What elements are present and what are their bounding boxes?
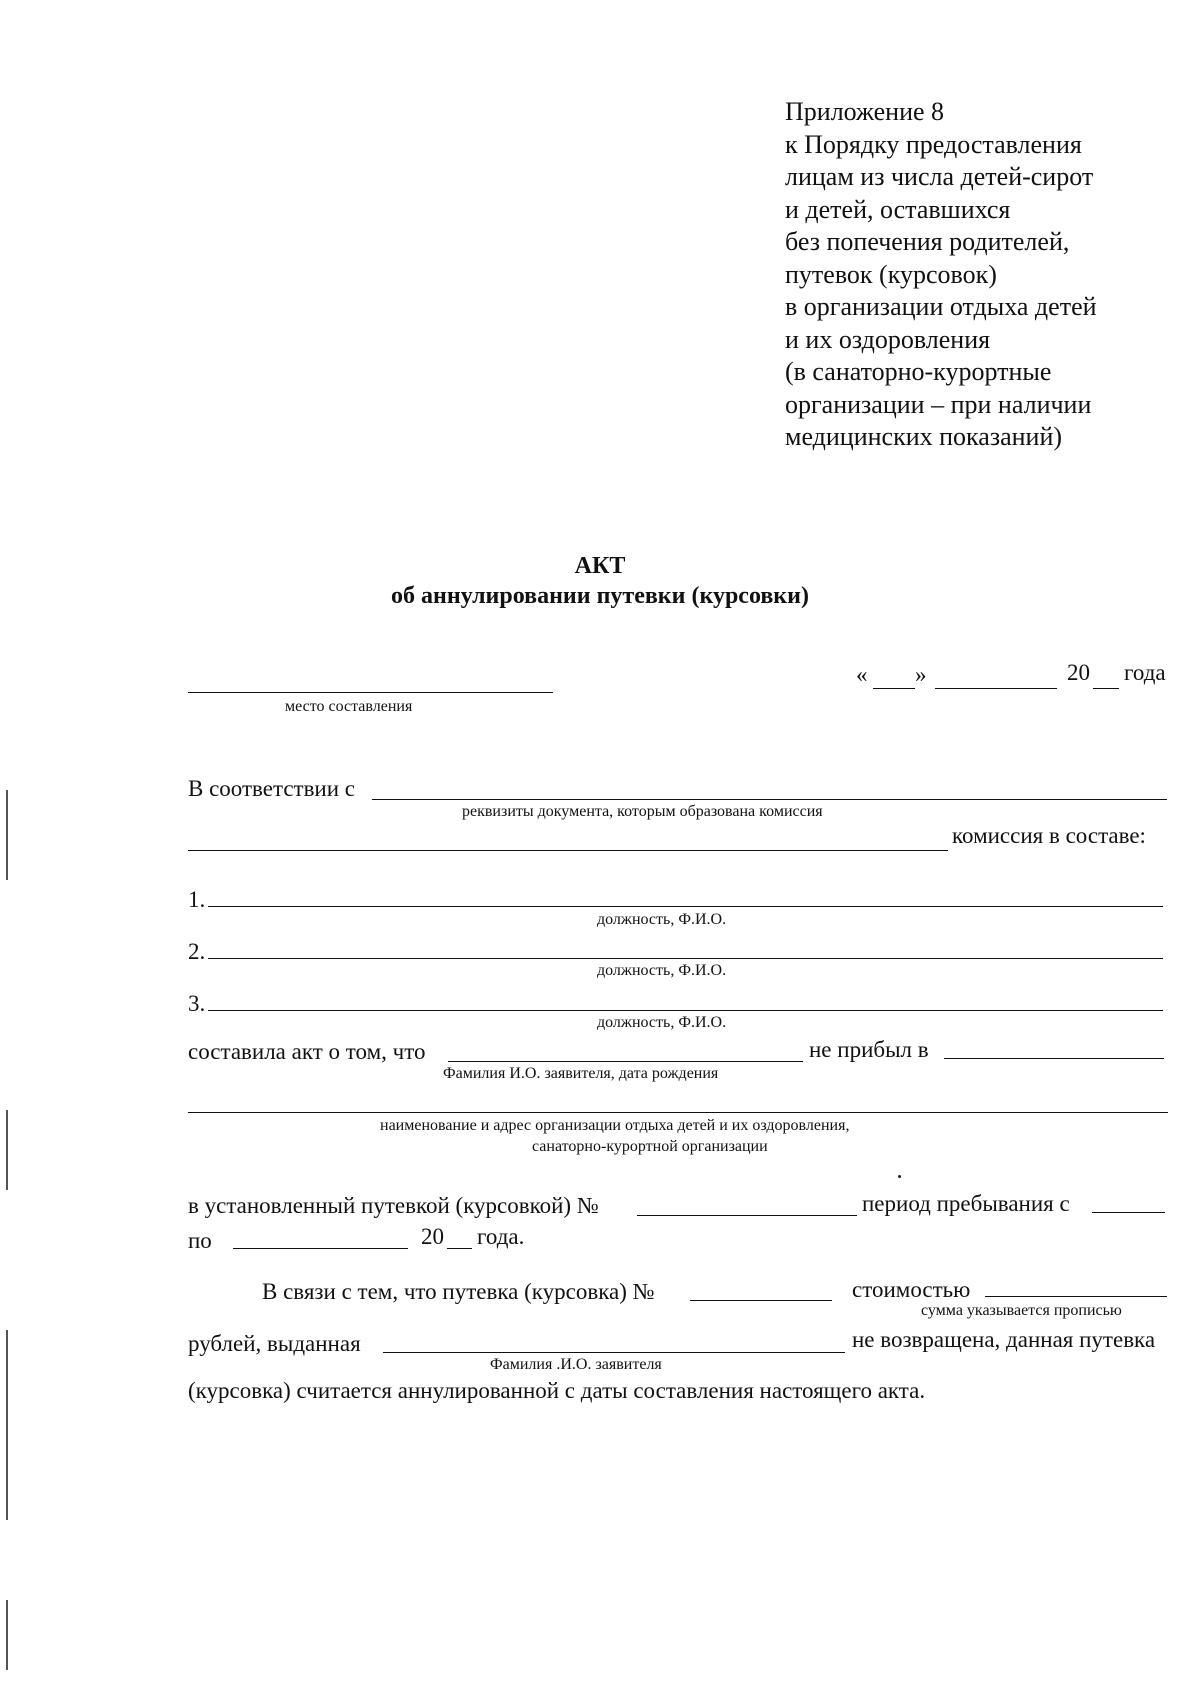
approval-line: к Порядку предоставления	[785, 129, 1082, 159]
period-year-suffix: года.	[477, 1224, 525, 1249]
accordance-field-cont[interactable]	[188, 850, 948, 851]
closing-sentence: (курсовка) считается аннулированной с даты составления настоящего акта.	[188, 1378, 926, 1403]
approval-line: без попечения родителей,	[785, 227, 1070, 256]
organization-field[interactable]	[188, 1112, 1168, 1113]
approval-line: (в санаторно-курортные	[785, 357, 1052, 386]
date-day-field[interactable]	[873, 688, 915, 689]
document-subtitle: об аннулировании путевки (курсовки)	[391, 583, 809, 609]
date-month-field[interactable]	[935, 688, 1057, 689]
date-open-quote: «	[856, 662, 868, 687]
document-title: АКТ	[574, 553, 626, 579]
member-2-num: 2.	[188, 939, 206, 964]
cost-voucher-number-field[interactable]	[690, 1300, 832, 1301]
approval-line: лицам из числа детей-сирот	[785, 162, 1094, 191]
cost-amount-field[interactable]	[985, 1296, 1167, 1297]
approval-line: и детей, оставшихся	[785, 194, 1011, 224]
period-from-field[interactable]	[1092, 1212, 1165, 1213]
commission-tail: комиссия в составе:	[952, 823, 1146, 848]
member-3-caption: должность, Ф.И.О.	[597, 1014, 727, 1031]
applicant-caption: Фамилия И.О. заявителя, дата рождения	[443, 1065, 719, 1082]
place-field[interactable]	[188, 692, 553, 693]
period-year-prefix: 20	[421, 1224, 444, 1249]
voucher-number-field[interactable]	[637, 1215, 857, 1216]
approval-line: в организации отдыха детей	[785, 292, 1097, 321]
scan-edge-mark	[6, 790, 8, 880]
period-by: по	[188, 1228, 212, 1253]
member-1-caption: должность, Ф.И.О.	[597, 911, 727, 928]
cost-prefix: В связи с тем, что путевка (курсовка) №	[262, 1279, 655, 1304]
approval-line: организации – при наличии	[785, 389, 1092, 419]
accordance-field[interactable]	[372, 799, 1167, 800]
approval-line: медицинских показаний)	[785, 422, 1063, 451]
period-to-field[interactable]	[233, 1248, 408, 1249]
scan-speck	[898, 1175, 901, 1178]
issued-applicant-field[interactable]	[383, 1352, 845, 1353]
cost-caption: сумма указывается прописью	[921, 1302, 1122, 1319]
org-caption-line1: наименование и адрес организации отдыха детей и их оздоровления,	[380, 1117, 850, 1134]
act-prefix: составила акт о том, что	[188, 1039, 426, 1064]
accordance-caption: реквизиты документа, которым образована комиссия	[462, 803, 823, 820]
member-1-field[interactable]	[208, 906, 1163, 907]
arrival-place-field[interactable]	[944, 1058, 1164, 1059]
cost-middle: стоимостью	[852, 1277, 971, 1302]
act-middle: не прибыл в	[809, 1037, 929, 1062]
place-caption: место составления	[285, 698, 413, 715]
scan-edge-mark	[6, 1110, 8, 1190]
issued-tail: не возвращена, данная путевка	[852, 1327, 1156, 1352]
period-year-field[interactable]	[447, 1248, 472, 1249]
member-2-caption: должность, Ф.И.О.	[597, 962, 727, 979]
scan-edge-mark	[6, 1600, 8, 1670]
period-middle: период пребывания с	[862, 1191, 1070, 1216]
period-prefix: в установленный путевкой (курсовкой) №	[188, 1193, 599, 1218]
issued-prefix: рублей, выданная	[188, 1331, 361, 1356]
date-close-quote: »	[915, 662, 927, 687]
scan-edge-mark	[6, 1330, 8, 1520]
approval-line: и их оздоровления	[785, 324, 991, 354]
approval-block	[785, 96, 1097, 454]
member-3-num: 3.	[188, 991, 206, 1016]
date-year-prefix: 20	[1067, 660, 1090, 685]
member-3-field[interactable]	[208, 1010, 1163, 1011]
accordance-label: В соответствии с	[188, 776, 356, 801]
approval-line: путевок (курсовок)	[785, 259, 997, 289]
date-year-suffix: года	[1124, 660, 1166, 685]
member-2-field[interactable]	[208, 958, 1163, 959]
member-1-num: 1.	[188, 887, 206, 912]
org-caption-line2: санаторно-курортной организации	[532, 1138, 768, 1155]
applicant-field[interactable]	[448, 1061, 803, 1062]
issued-caption: Фамилия .И.О. заявителя	[490, 1356, 662, 1373]
date-year-field[interactable]	[1093, 688, 1119, 689]
approval-line: Приложение 8	[785, 97, 945, 126]
